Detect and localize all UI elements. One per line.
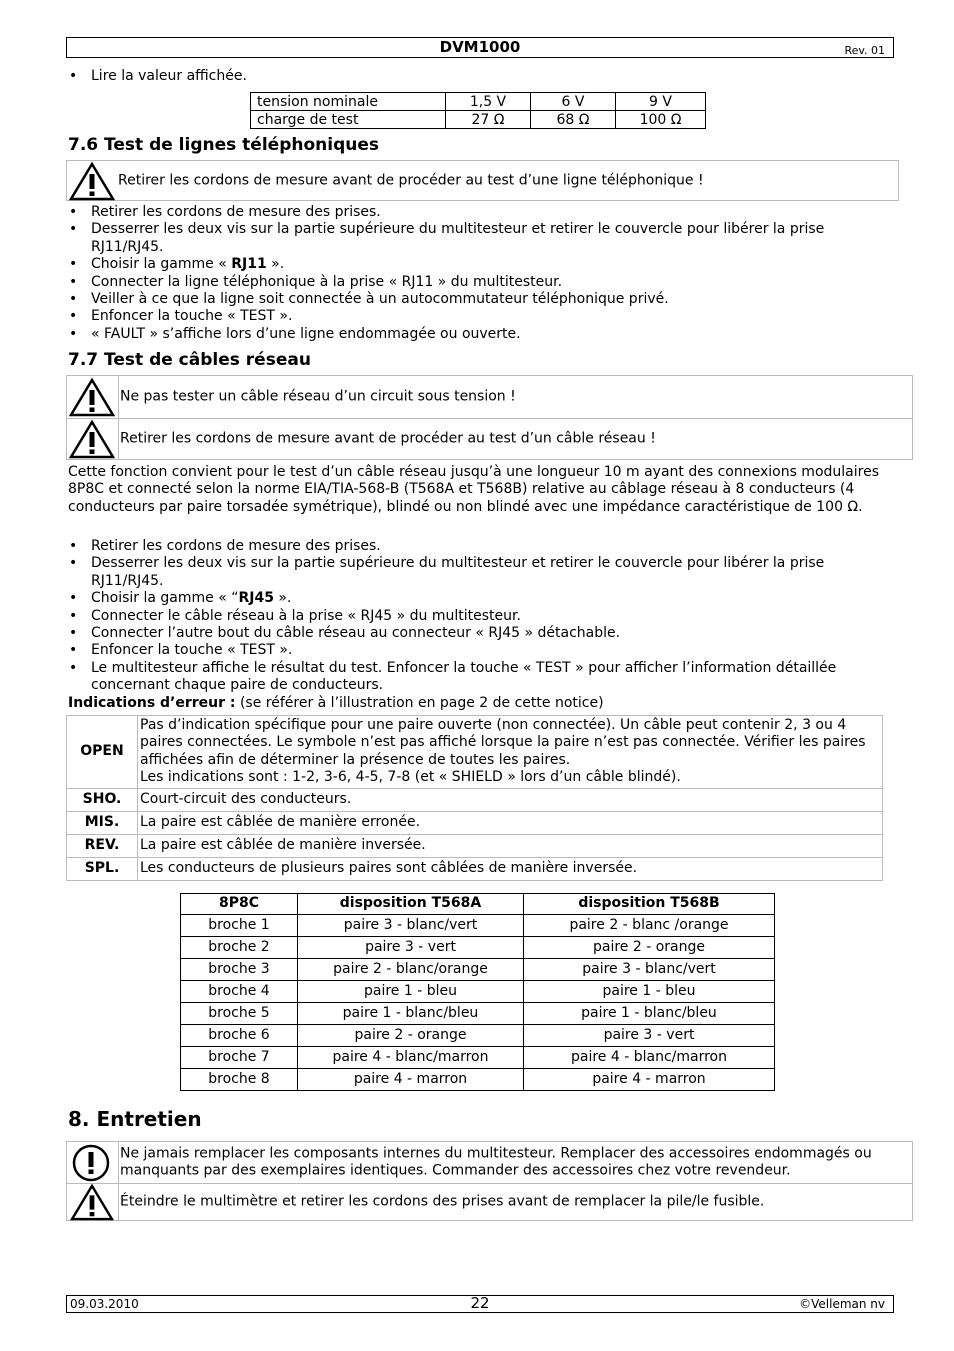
warning-triangle-icon (67, 161, 118, 200)
table-cell: 9 V (616, 93, 706, 111)
table-cell: charge de test (251, 111, 446, 129)
table-cell: 6 V (531, 93, 616, 111)
table-row: broche 7 paire 4 - blanc/marron paire 4 - blanc/marron (181, 1047, 775, 1069)
column-header: disposition T568B (524, 894, 775, 915)
table-cell: tension nominale (251, 93, 446, 111)
note-text: Ne jamais remplacer les composants internes du multitesteur. Remplacer des accessoires endommagés ou manquants par des exemplaires identiques. Commander des accessoires chez votre revendeur. (120, 1145, 872, 1179)
list-item: • Choisir la gamme « RJ11 ». (67, 256, 897, 273)
table-row (67, 811, 883, 834)
warning-triangle-icon (67, 376, 119, 418)
warning-box (66, 160, 899, 201)
table-row: broche 1 paire 3 - blanc/vert paire 2 - blanc /orange (181, 915, 775, 937)
error-indications-note: (se référer à l’illustration en page 2 de cette notice) (235, 695, 604, 711)
column-header: 8P8C (181, 894, 298, 915)
table-row (67, 857, 883, 880)
table-cell: 68 Ω (531, 111, 616, 129)
warning-box (66, 375, 913, 460)
list-item: • Connecter le câble réseau à la prise « RJ45 » du multitesteur. (67, 608, 897, 625)
exclamation-circle-icon (67, 1142, 119, 1183)
list-item: • Connecter la ligne téléphonique à la prise « RJ11 » du multitesteur. (67, 274, 897, 291)
warning-triangle-icon (67, 418, 119, 460)
maintenance-notes (66, 1141, 913, 1221)
warning-text: Ne pas tester un câble réseau d’un circuit sous tension ! (120, 388, 516, 405)
table-row (67, 716, 883, 789)
page-header (66, 37, 894, 58)
error-description: Les conducteurs de plusieurs paires sont câblées de manière inversée. (138, 857, 883, 880)
doc-title: DVM1000 (439, 38, 521, 56)
error-description: Pas d’indication spécifique pour une paire ouverte (non connectée). Un câble peut contenir 2, 3 ou 4 paires connectées. Le symbole n’est pas affiché lorsque la paire n’est pas connectée. Vérifier les paires affichées afin de déterminer la présence de toutes les paires. Les indications sont : 1-2, 3-6, 4-5, 7-8 (et « SHIELD » lors d’un câble blindé). (138, 716, 883, 789)
warning-row (67, 418, 912, 460)
footer-copyright: ©Velleman nv (799, 1297, 885, 1311)
table-row: broche 4 paire 1 - bleu paire 1 - bleu (181, 981, 775, 1003)
list-item: • Retirer les cordons de mesure des prises. (67, 538, 897, 555)
note-text: Éteindre le multimètre et retirer les cordons des prises avant de remplacer la pile/le fusible. (120, 1193, 765, 1210)
table-row: broche 8 paire 4 - marron paire 4 - marron (181, 1069, 775, 1091)
error-code: SPL. (67, 857, 138, 880)
error-description: La paire est câblée de manière erronée. (138, 811, 883, 834)
error-description: La paire est câblée de manière inversée. (138, 834, 883, 857)
steps-list-76 (67, 204, 897, 343)
list-item: • Enfoncer la touche « TEST ». (67, 642, 897, 659)
note-row (67, 1142, 912, 1184)
list-item: • Choisir la gamme « “RJ45 ». (67, 590, 897, 607)
table-row (67, 788, 883, 811)
table-cell: 1,5 V (446, 93, 531, 111)
pinout-table (180, 893, 775, 1091)
page-number: 22 (470, 1294, 490, 1312)
revision: Rev. 01 (844, 44, 885, 57)
footer-date: 09.03.2010 (70, 1297, 139, 1311)
table-header-row (181, 894, 775, 915)
error-code: SHO. (67, 788, 138, 811)
voltage-table (250, 92, 706, 129)
list-item: • Lire la valeur affichée. (67, 68, 897, 85)
description-paragraph: Cette fonction convient pour le test d’un câble réseau jusqu’à une longueur 10 m ayant des connexions modulaires 8P8C et connecté selon la norme EIA/TIA-568-B (T568A et T568B) relative au câblage réseau à 8 conducteurs (4 conducteurs par paire torsadée symétrique), blindé ou non blindé avec une impédance caractéristique de 100 Ω. (68, 464, 879, 515)
list-item: • Connecter l’autre bout du câble réseau au connecteur « RJ45 » détachable. (67, 625, 897, 642)
list-item: • Veiller à ce que la ligne soit connectée à un autocommutateur téléphonique privé. (67, 291, 897, 308)
warning-text: Retirer les cordons de mesure avant de procéder au test d’une ligne téléphonique ! (118, 171, 704, 188)
error-indications-line (68, 695, 898, 712)
note-row (67, 1183, 912, 1221)
error-code: OPEN (67, 716, 138, 789)
list-item: • Enfoncer la touche « TEST ». (67, 308, 897, 325)
table-row: broche 5 paire 1 - blanc/bleu paire 1 - blanc/bleu (181, 1003, 775, 1025)
warning-triangle-icon (67, 1183, 119, 1221)
list-item: • Desserrer les deux vis sur la partie supérieure du multitesteur et retirer le couvercle pour libérer la prise RJ11/RJ45. (67, 221, 897, 256)
table-row (251, 111, 706, 129)
list-item: • « FAULT » s’affiche lors d’une ligne endommagée ou ouverte. (67, 326, 897, 343)
table-row: broche 6 paire 2 - orange paire 3 - vert (181, 1025, 775, 1047)
steps-list-77 (67, 538, 897, 695)
table-row (251, 93, 706, 111)
warning-row (67, 376, 912, 419)
intro-list (67, 68, 897, 85)
table-row: broche 3 paire 2 - blanc/orange paire 3 - blanc/vert (181, 959, 775, 981)
table-cell: 100 Ω (616, 111, 706, 129)
error-table (66, 715, 883, 881)
error-code: REV. (67, 834, 138, 857)
column-header: disposition T568A (298, 894, 524, 915)
table-cell: 27 Ω (446, 111, 531, 129)
list-item: • Retirer les cordons de mesure des prises. (67, 204, 897, 221)
warning-text: Retirer les cordons de mesure avant de procéder au test d’un câble réseau ! (120, 430, 656, 447)
error-indications-label: Indications d’erreur : (68, 695, 236, 711)
section-heading: 8. Entretien (68, 1107, 202, 1131)
table-row (67, 834, 883, 857)
table-row: broche 2 paire 3 - vert paire 2 - orange (181, 937, 775, 959)
error-description: Court-circuit des conducteurs. (138, 788, 883, 811)
section-heading: 7.7 Test de câbles réseau (68, 350, 311, 370)
section-heading: 7.6 Test de lignes téléphoniques (68, 135, 379, 155)
page-footer (66, 1295, 894, 1313)
list-item: • Desserrer les deux vis sur la partie supérieure du multitesteur et retirer le couvercle pour libérer la prise RJ11/RJ45. (67, 555, 897, 590)
list-item: • Le multitesteur affiche le résultat du test. Enfoncer la touche « TEST » pour afficher l’information détaillée concernant chaque paire de conducteurs. (67, 660, 897, 695)
error-code: MIS. (67, 811, 138, 834)
